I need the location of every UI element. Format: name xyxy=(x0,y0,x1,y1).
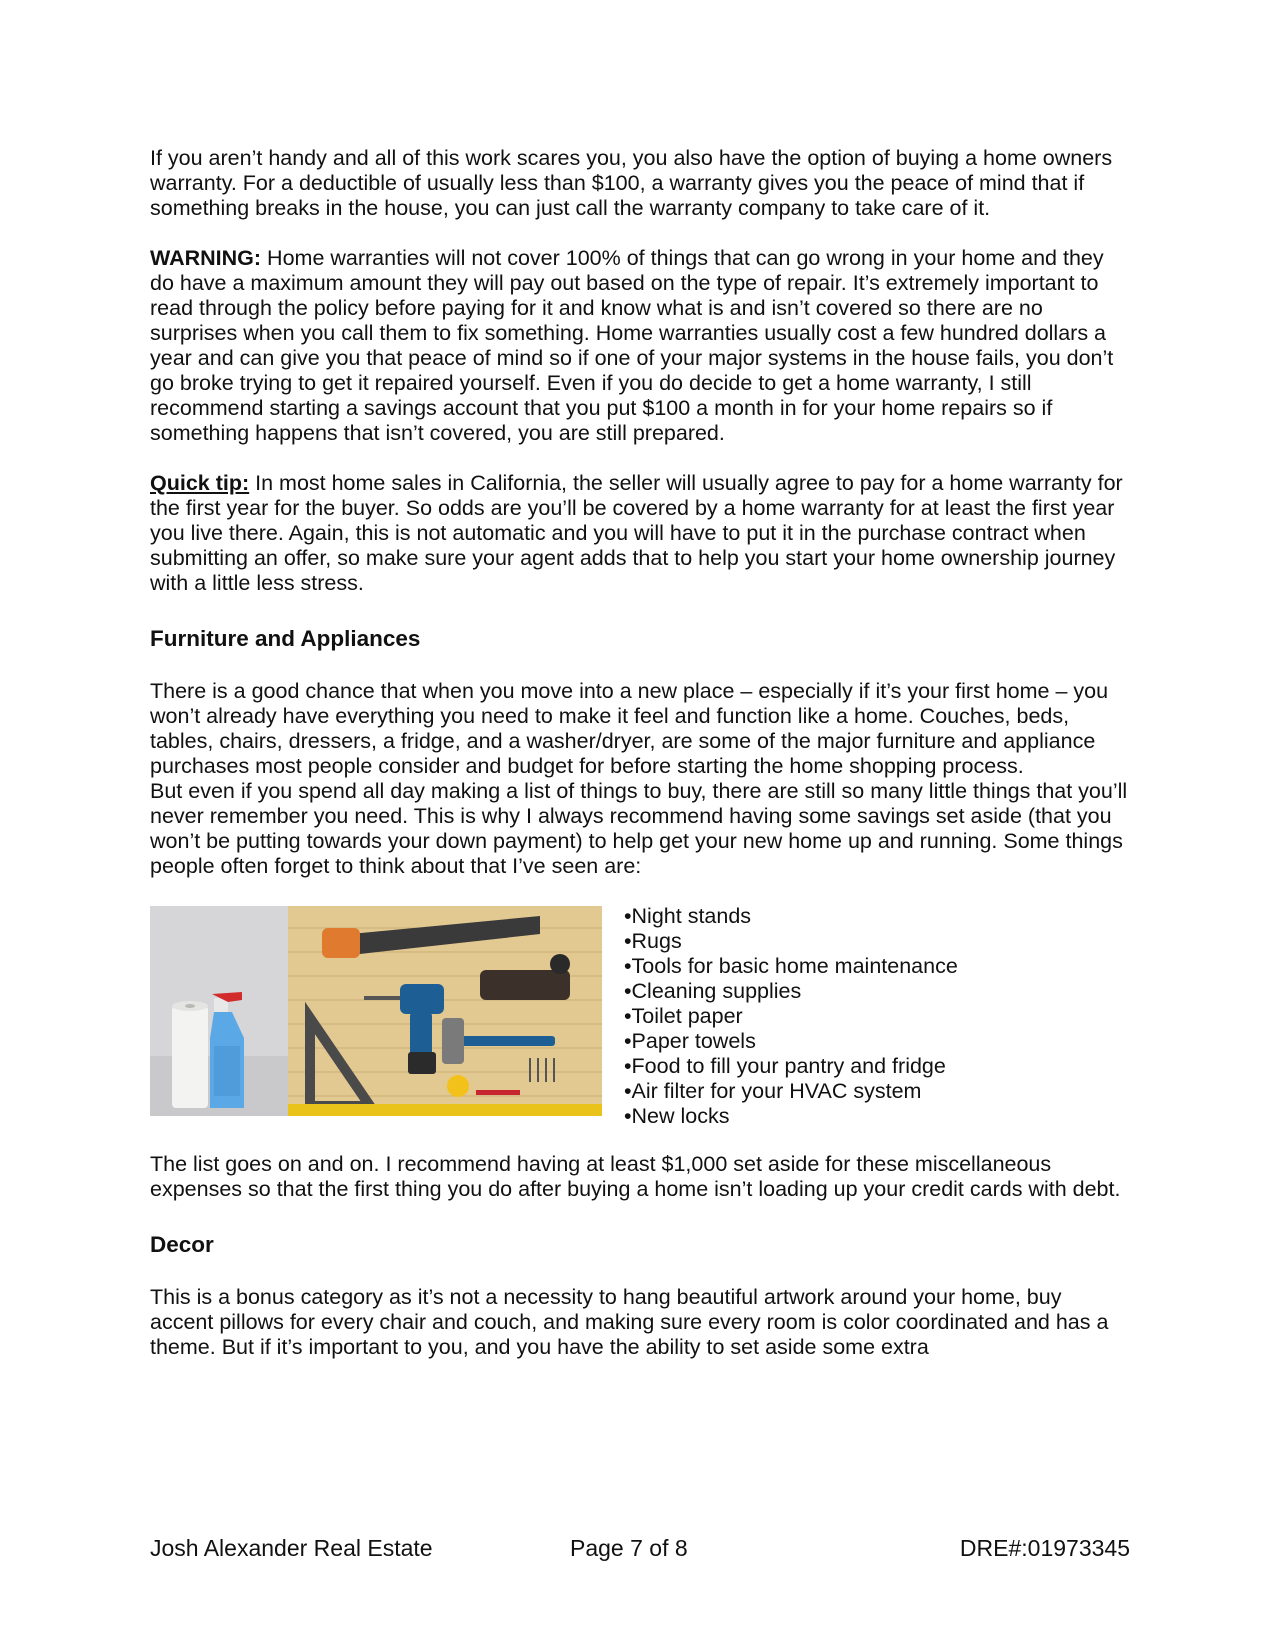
warning-label: WARNING: xyxy=(150,246,262,270)
forgotten-items-list xyxy=(624,904,958,1129)
warning-paragraph xyxy=(150,246,1130,446)
list-item: •Paper towels xyxy=(624,1029,756,1053)
page-content xyxy=(150,146,1130,1360)
footer-license: DRE#:01973345 xyxy=(959,1535,1130,1561)
list-item: •Tools for basic home maintenance xyxy=(624,954,958,978)
list-item: •Rugs xyxy=(624,929,682,953)
warning-text: Home warranties will not cover 100% of things that can go wrong in your home and they do have a maximum amount they will pay out based on the type of repair. It’s extremely important to read through the policy before paying for it and know what is and isn’t covered so there are no surprises when you call them to fix something. Home warranties usually cost a few hundred dollars a year and can give you that peace of mind so if one of your major systems in the house fails, you don’t go broke trying to get it repaired yourself. Even if you do decide to get a home warranty, I still recommend starting a savings account that you put $100 a month in for your home repairs so if something happens that isn’t covered, you are still prepared. xyxy=(150,246,1114,445)
supplies-photo xyxy=(150,906,602,1116)
furniture-closing-paragraph: The list goes on and on. I recommend having at least $1,000 set aside for these miscellaneous expenses so that the first thing you do after buying a home isn’t loading up your credit cards with debt. xyxy=(150,1152,1121,1201)
furniture-paragraph-2: But even if you spend all day making a list of things to buy, there are still so many little things that you’ll never remember you need. This is why I always recommend having some savings set aside (that you won’t be putting towards your down payment) to help get your new home up and running. Some things people often forget to think about that I’ve seen are: xyxy=(150,779,1128,878)
list-item: •Air filter for your HVAC system xyxy=(624,1079,922,1103)
quick-tip-text: In most home sales in California, the seller will usually agree to pay for a home warranty for the first year for the buyer. So odds are you’ll be covered by a home warranty for at least the first year you live there. Again, this is not automatic and you will have to put it in the purchase contract when submitting an offer, so make sure your agent adds that to help you start your home ownership journey with a little less stress. xyxy=(150,471,1123,595)
decor-heading: Decor xyxy=(150,1232,214,1257)
quick-tip-paragraph xyxy=(150,471,1130,596)
list-item: •Food to fill your pantry and fridge xyxy=(624,1054,946,1078)
list-item: •New locks xyxy=(624,1104,730,1128)
furniture-paragraph-1: There is a good chance that when you move into a new place – especially if it’s your first home – you won’t already have everything you need to make it feel and function like a home. Couches, beds, tables, chairs, dressers, a fridge, and a washer/dryer, are some of the major furniture and appliance purchases most people consider and budget for before starting the home shopping process. xyxy=(150,679,1109,778)
intro-paragraph: If you aren’t handy and all of this work scares you, you also have the option of buying a home owners warranty. For a deductible of usually less than $100, a warranty gives you the peace of mind that if something breaks in the house, you can just call the warranty company to take care of it. xyxy=(150,146,1113,220)
decor-paragraph: This is a bonus category as it’s not a necessity to hang beautiful artwork around your home, buy accent pillows for every chair and couch, and making sure every room is color coordinated and has a theme. But if it’s important to you, and you have the ability to set aside some extra xyxy=(150,1285,1109,1359)
list-item: •Night stands xyxy=(624,904,752,928)
furniture-heading: Furniture and Appliances xyxy=(150,626,421,651)
page-footer xyxy=(150,1535,1130,1565)
list-item: •Cleaning supplies xyxy=(624,979,802,1003)
list-item: •Toilet paper xyxy=(624,1004,743,1028)
footer-company: Josh Alexander Real Estate xyxy=(150,1535,433,1561)
footer-page-number: Page 7 of 8 xyxy=(570,1535,688,1561)
supplies-section xyxy=(150,904,1130,1129)
quick-tip-label: Quick tip: xyxy=(150,471,250,495)
